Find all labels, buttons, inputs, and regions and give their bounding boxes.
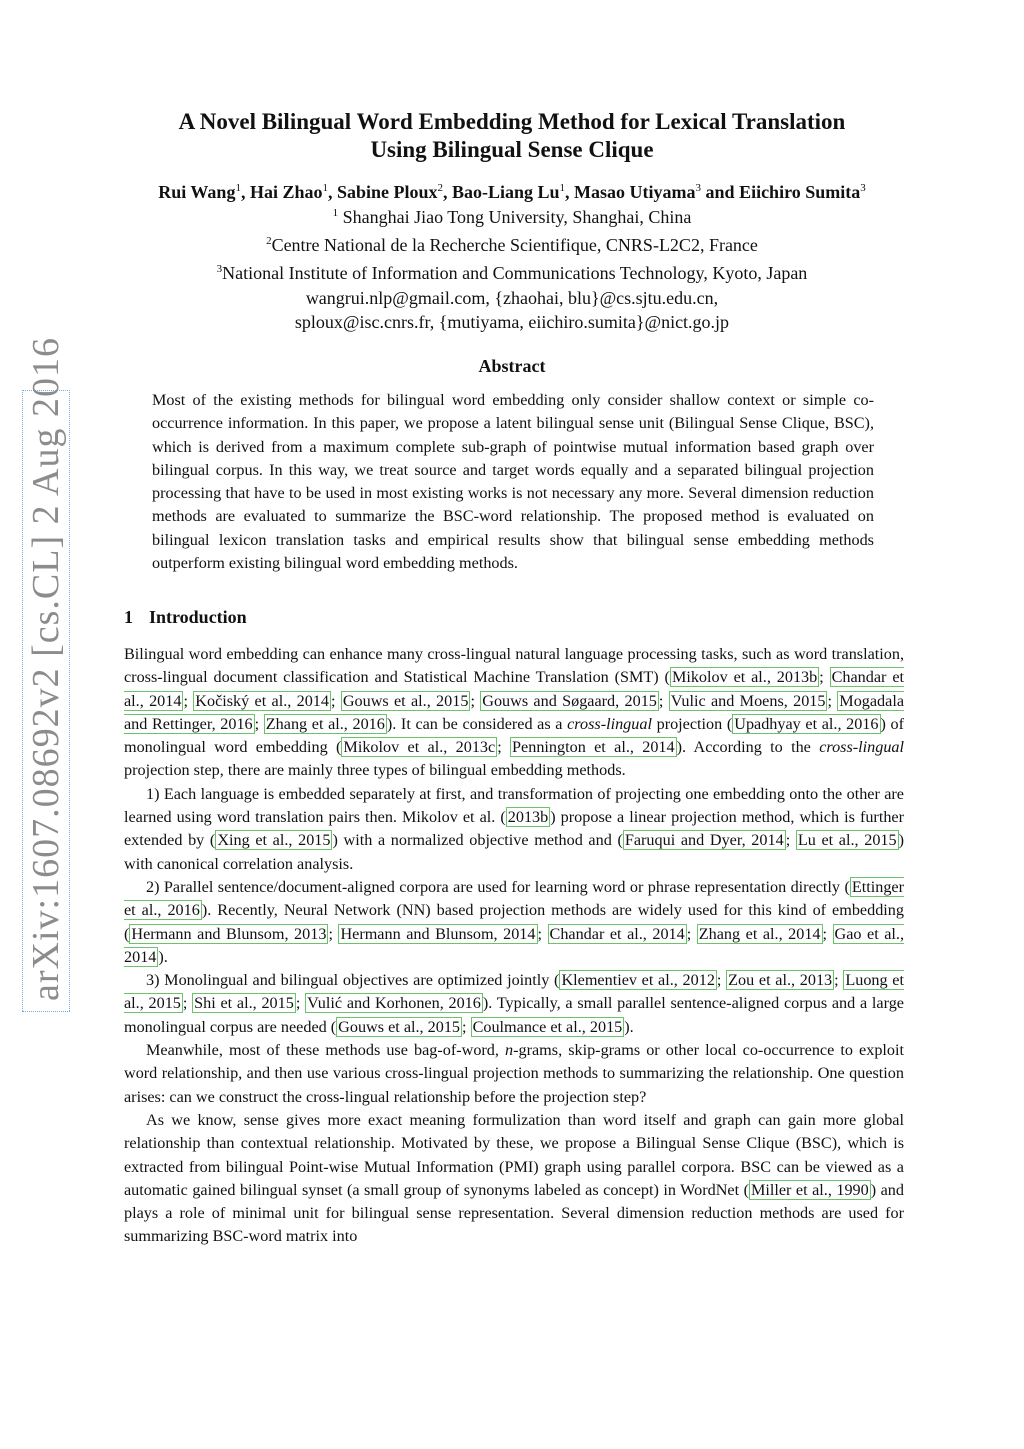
text-run: ). According to the [676,738,820,757]
citation-link[interactable]: Shi et al., 2015 [194,994,294,1013]
citation-link[interactable]: Mikolov et al., 2013b [671,668,818,687]
author-affiliation-mark: 3 [860,182,866,194]
text-run: ). [158,947,168,966]
text-run: ; [658,691,669,710]
author-affiliation-mark: 1 [322,182,328,194]
citation-link[interactable]: Gao et al., 2014 [124,924,904,966]
text-run: ) with a normalized objective method and ( [332,831,623,850]
author: Hai Zhao [249,182,323,202]
citation-link[interactable]: 2013b [507,808,549,827]
author: Rui Wang [158,182,236,202]
italic-term: cross-lingual [819,738,905,757]
author: Bao-Liang Lu [452,182,560,202]
text-run: 1) Each language is embedded separately at first, and transformation of projecting one embedding onto the other are learned using word translation pairs then. Mikolov et al. ( [124,784,904,827]
text-run: ; [183,691,194,710]
affiliation-line: $^2$Centre National de la Recherche Scientifique, CNRS-L2C2, France [266,235,758,256]
text-run: ). It can be considered as a [386,714,568,733]
title-line-1: A Novel Bilingual Word Embedding Method for Lexical Translation [178,109,846,134]
citation-link[interactable]: Zou et al., 2013 [728,971,833,990]
text-run: ; [537,924,548,943]
body-paragraph [124,876,904,969]
text-run: ). Recently, Neural Network (NN) based projection methods are widely used for this kind of embedding ( [124,901,904,943]
citation-link[interactable]: Hermann and Blunsom, 2014 [340,924,536,943]
citation-link[interactable]: Luong et al., 2015 [124,971,904,1013]
citation-link[interactable]: Gouws et al., 2015 [338,1017,461,1036]
text-run: ; [827,691,838,710]
affiliation-line: $^3$National Institute of Information and Communications Technology, Kyoto, Japan [216,263,808,284]
author: Masao Utiyama [574,182,696,202]
author-list: Rui Wang$^1$, Hai Zhao$^1$, Sabine Ploux$^2$, Bao-Liang Lu$^1$, Masao Utiyama$^3$ and Eiichiro Sumita$^3$ [158,182,866,202]
paper-title [0,108,1024,164]
text-run: ) and plays a role of minimal unit for bilingual sense representation. Several dimension reduction methods are used for summarizing BSC-word matrix into [124,1180,904,1246]
citation-link[interactable]: Zhang et al., 2014 [698,924,821,943]
italic-term: n [505,1041,514,1060]
text-run: projection ( [651,714,733,733]
citation-link[interactable]: Mikolov et al., 2013c [343,738,496,757]
author-affiliation-mark: 2 [437,182,443,194]
text-run: 2) Parallel sentence/document-aligned corpora are used for learning word or phrase representation directly ( [146,877,850,896]
citation-link[interactable]: Kočiský et al., 2014 [195,691,329,710]
citation-link[interactable]: Miller et al., 1990 [750,1180,869,1199]
author-affiliation-mark: 1 [235,182,241,194]
citation-link[interactable]: Coulmance et al., 2015 [472,1017,623,1036]
citation-link[interactable]: Xing et al., 2015 [217,831,331,850]
text-run: ; [295,994,306,1013]
text-run: ; [331,691,341,710]
text-run: ). Typically, a small parallel sentence-aligned corpus and a large monolingual corpus are needed ( [124,994,904,1036]
text-run: projection step, there are mainly three types of bilingual embedding methods. [124,761,626,780]
author: Eiichiro Sumita [739,182,861,202]
citation-link[interactable]: Hermann and Blunsom, 2013 [131,924,327,943]
section-number: 1 [124,607,133,627]
text-run: ; [785,831,796,850]
affiliation-line: $^1$ Shanghai Jiao Tong University, Shanghai, China [332,207,692,227]
text-run: As we know, sense gives more exact meaning formulization than word itself and graph can gain more global relationship than contextual relationship. Motivated by these, we propose a Bilingual Sense Clique (BSC), which is extracted from bilingual Point-wise Mutual Information (PMI) graph using parallel corpora. BSC can be viewed as a automatic gained bilingual synset (a small group of synonyms labeled as concept) in WordNet ( [124,1110,904,1199]
abstract-text: Most of the existing methods for bilingual word embedding only consider shallow context or simple co-occurrence information. In this paper, we propose a latent bilingual sense unit (Bilingual Sense Clique, BSC), which is derived from a maximum complete sub-graph of pointwise mutual information based graph over bilingual corpus. In this way, we treat source and target words equally and a separated bilingual projection processing that have to be used in most existing works is not necessary any more. Several dimension reduction methods are evaluated to summarize the BSC-word relationship. The proposed method is evaluated on bilingual lexicon translation tasks and empirical results show that bilingual sense embedding methods outperform existing bilingual word embedding methods. [152,391,874,573]
author-affiliation-mark: 3 [695,182,702,194]
text-run: ; [686,924,697,943]
text-run: ; [470,691,481,710]
text-run: ; [328,924,339,943]
citation-link[interactable]: Chandar et al., 2014 [124,668,904,710]
text-run: -grams, skip-grams or other local co-occurrence to exploit word relationship, and then use various cross-lingual projection methods to summarizing the relationship. One question arises: can we construct the cross-lingual relationship before the projection step? [124,1041,905,1106]
text-run: ; [462,1017,471,1036]
text-run: ; [182,994,193,1013]
citation-link[interactable]: Mogadala and Rettinger, 2016 [124,691,905,733]
author: Sabine Ploux [336,182,438,202]
body-paragraph [124,783,904,876]
affiliations [0,201,1024,334]
text-run: ; [254,714,264,733]
email-line: sploux@isc.cnrs.fr, {mutiyama, eiichiro.sumita}@nict.go.jp [294,311,730,332]
body-paragraph [124,969,904,1039]
citation-link[interactable]: Faruqui and Dyer, 2014 [624,831,784,850]
section-title: Introduction [149,607,247,627]
text-run: ; [497,738,511,757]
text-run: ; [716,971,727,990]
citation-link[interactable]: Lu et al., 2015 [797,831,897,850]
body-paragraph [124,1039,904,1109]
citation-link[interactable]: Gouws and Søgaard, 2015 [482,691,657,710]
citation-link[interactable]: Klementiev et al., 2012 [561,971,715,990]
citation-link[interactable]: Pennington et al., 2014 [512,738,675,757]
citation-link[interactable]: Ettinger et al., 2016 [124,877,904,920]
citation-link[interactable]: Vulić and Korhonen, 2016 [307,994,481,1013]
text-run: 3) Monolingual and bilingual objectives are optimized jointly ( [146,971,560,990]
text-run: ). [624,1017,634,1036]
text-run: ; [822,924,833,943]
text-run: Bilingual word embedding can enhance many cross-lingual natural language processing tasks, such as word translation, cross-lingual document classification and Statistical Machine Translation (SMT) ( [124,645,904,687]
citation-link[interactable]: Vulic and Moens, 2015 [670,691,826,710]
italic-term: cross-lingual [567,714,652,733]
body-paragraph [124,643,904,783]
introduction-body [124,643,904,1249]
abstract-heading: Abstract [478,356,546,376]
text-run: Meanwhile, most of these methods use bag-of-word, [146,1041,506,1060]
section-heading [124,607,247,628]
citation-link[interactable]: Gouws et al., 2015 [342,691,469,710]
text-run: ) propose a linear projection method, which is further extended by ( [124,808,904,850]
body-paragraph [124,1109,904,1249]
arxiv-stamp[interactable]: arXiv:1607.08692v2 [cs.CL] 2 Aug 2016 [22,390,70,1012]
text-run: ; [834,971,844,990]
citation-link[interactable]: Zhang et al., 2016 [265,714,385,733]
email-line: wangrui.nlp@gmail.com, {zhaohai, blu}@cs.sjtu.edu.cn, [305,287,719,308]
text-run: ) of monolingual word embedding ( [124,714,905,757]
text-run: ; [819,668,830,687]
citation-link[interactable]: Chandar et al., 2014 [549,924,685,943]
title-line-2: Using Bilingual Sense Clique [370,137,654,162]
author-affiliation-mark: 1 [559,182,566,194]
text-run: ) with canonical correlation analysis. [124,831,905,873]
citation-link[interactable]: Upadhyay et al., 2016 [734,714,879,733]
